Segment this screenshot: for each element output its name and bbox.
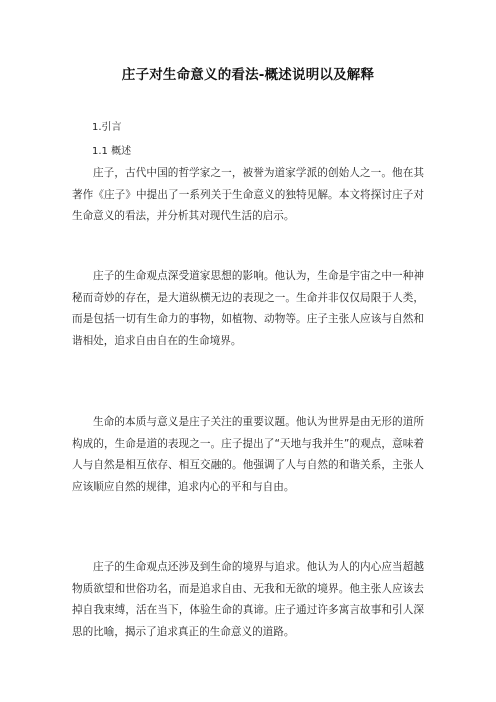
section-heading-introduction: 1.引言 bbox=[92, 122, 122, 133]
paragraph: 庄子的生命观点深受道家思想的影响。他认为，生命是宇宙之中一种神秘而奇妙的存在，是大道纵横无边的表现之一。生命并非仅仅局限于人类，而是包括一切有生命力的事物，如植物、动物等。庄子主张人应该与自然和谐相处，追求自由自在的生命境界。 bbox=[72, 270, 424, 347]
paragraph: 庄子的生命观点还涉及到生命的境界与追求。他认为人的内心应当超越物质欲望和世俗功名，而是追求自由、无我和无欲的境界。他主张人应该去掉自我束缚，活在当下，体验生命的真谛。庄子通过许多寓言故事和引人深思的比喻，揭示了追求真正的生命意义的道路。 bbox=[72, 561, 424, 638]
paragraph: 庄子，古代中国的哲学家之一，被誉为道家学派的创始人之一。他在其著作《庄子》中提出了一系列关于生命意义的独特见解。本文将探讨庄子对生命意义的看法，并分析其对现代生活的启示。 bbox=[72, 167, 424, 223]
document-title: 庄子对生命意义的看法-概述说明以及解释 bbox=[121, 67, 375, 83]
paragraph: 生命的本质与意义是庄子关注的重要议题。他认为世界是由无形的道所构成的，生命是道的表现之一。庄子提出了“天地与我并生”的观点，意味着人与自然是相互依存、相互交融的。他强调了人与自然的和谐关系，主张人应该顺应自然的规律，追求内心的平和与自由。 bbox=[72, 416, 424, 493]
subsection-heading-overview: 1.1 概述 bbox=[92, 146, 132, 157]
